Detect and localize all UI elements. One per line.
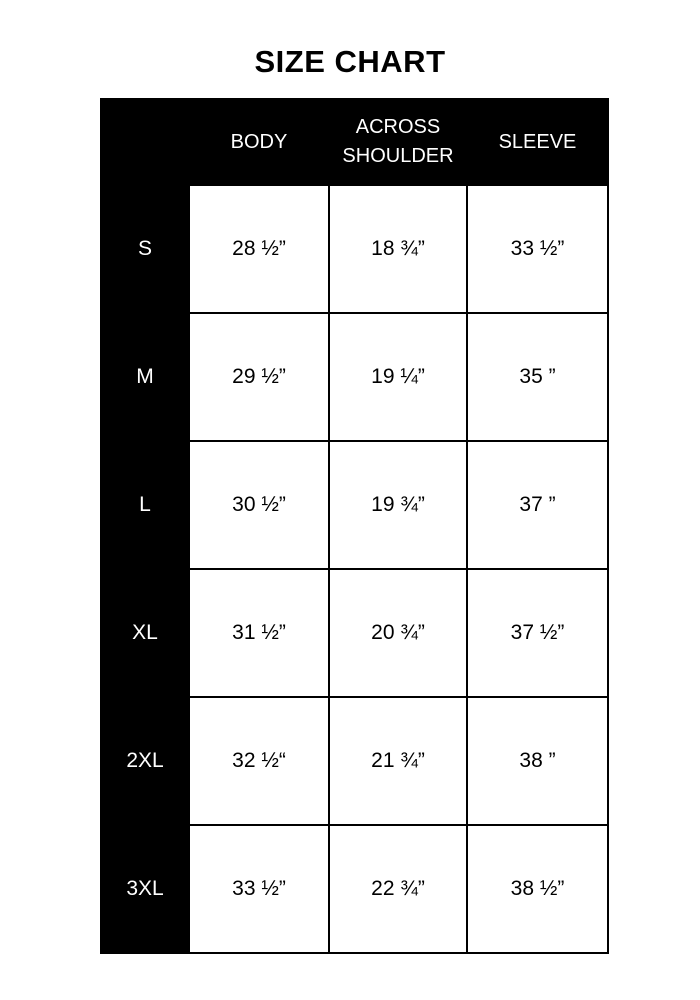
size-chart-table xyxy=(100,98,609,954)
measurement-cell: 29 ½” xyxy=(189,313,329,441)
table-body xyxy=(101,185,608,953)
measurement-cell: 38 ” xyxy=(467,697,608,825)
measurement-cell: 30 ½” xyxy=(189,441,329,569)
measurement-cell: 32 ½“ xyxy=(189,697,329,825)
measurement-cell: 21 ¾” xyxy=(329,697,467,825)
measurement-cell: 38 ½” xyxy=(467,825,608,953)
measurement-cell: 33 ½” xyxy=(467,185,608,313)
table-row-xl xyxy=(101,569,608,697)
table-row-s xyxy=(101,185,608,313)
size-label-m: M xyxy=(101,313,189,441)
measurement-cell: 33 ½” xyxy=(189,825,329,953)
size-label-s: S xyxy=(101,185,189,313)
table-row-3xl xyxy=(101,825,608,953)
column-header-across-shoulder: ACROSS SHOULDER xyxy=(329,99,467,185)
column-header-sleeve: SLEEVE xyxy=(467,99,608,185)
measurement-cell: 22 ¾” xyxy=(329,825,467,953)
measurement-cell: 20 ¾” xyxy=(329,569,467,697)
size-label-xl: XL xyxy=(101,569,189,697)
page-title: SIZE CHART xyxy=(254,44,446,79)
measurement-cell: 19 ¼” xyxy=(329,313,467,441)
table-header xyxy=(101,99,608,185)
column-header-body: BODY xyxy=(189,99,329,185)
measurement-cell: 31 ½” xyxy=(189,569,329,697)
measurement-cell: 28 ½” xyxy=(189,185,329,313)
measurement-cell: 18 ¾” xyxy=(329,185,467,313)
table-row-l xyxy=(101,441,608,569)
table-row-m xyxy=(101,313,608,441)
size-label-3xl: 3XL xyxy=(101,825,189,953)
measurement-cell: 37 ½” xyxy=(467,569,608,697)
measurement-cell: 35 ” xyxy=(467,313,608,441)
measurement-cell: 37 ” xyxy=(467,441,608,569)
size-label-2xl: 2XL xyxy=(101,697,189,825)
table-row-2xl xyxy=(101,697,608,825)
size-label-l: L xyxy=(101,441,189,569)
header-row xyxy=(101,99,608,185)
corner-cell xyxy=(101,99,189,185)
measurement-cell: 19 ¾” xyxy=(329,441,467,569)
